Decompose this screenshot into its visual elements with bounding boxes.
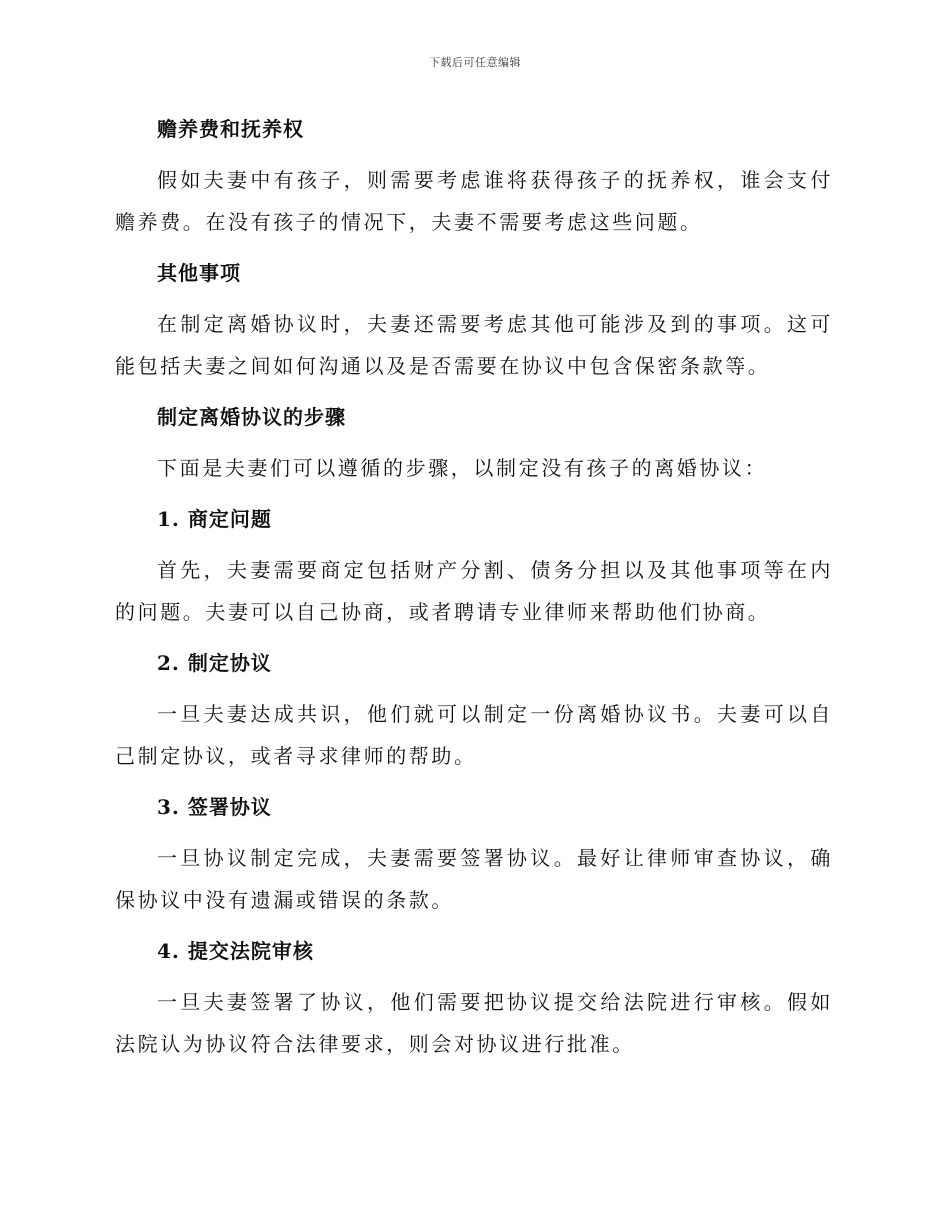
section-paragraph-steps: 下面是夫妻们可以遵循的步骤，以制定没有孩子的离婚协议： bbox=[157, 456, 768, 480]
page-header: 下载后可任意编辑 bbox=[429, 56, 521, 69]
step-heading-1: 1. 商定问题 bbox=[157, 507, 272, 531]
step-paragraph-2: 一旦夫妻达成共识，他们就可以制定一份离婚协议书。夫妻可以自己制定协议，或者寻求律师的帮助。 bbox=[115, 702, 833, 768]
document-body bbox=[115, 108, 833, 1065]
step-paragraph-1: 首先，夫妻需要商定包括财产分割、债务分担以及其他事项等在内的问题。夫妻可以自己协商，或者聘请专业律师来帮助他们协商。 bbox=[115, 558, 833, 624]
section-paragraph-other-matters: 在制定离婚协议时，夫妻还需要考虑其他可能涉及到的事项。这可能包括夫妻之间如何沟通以及是否需要在协议中包含保密条款等。 bbox=[115, 312, 833, 378]
section-heading-steps: 制定离婚协议的步骤 bbox=[157, 405, 346, 429]
step-heading-3: 3. 签署协议 bbox=[157, 795, 272, 819]
section-paragraph-support-custody: 假如夫妻中有孩子，则需要考虑谁将获得孩子的抚养权，谁会支付赡养费。在没有孩子的情况下，夫妻不需要考虑这些问题。 bbox=[115, 168, 833, 234]
step-paragraph-4: 一旦夫妻签署了协议，他们需要把协议提交给法院进行审核。假如法院认为协议符合法律要求，则会对协议进行批准。 bbox=[115, 990, 833, 1056]
step-heading-2: 2. 制定协议 bbox=[157, 651, 272, 675]
section-heading-other-matters: 其他事项 bbox=[157, 261, 241, 285]
section-heading-support-custody: 赡养费和抚养权 bbox=[157, 117, 304, 141]
step-paragraph-3: 一旦协议制定完成，夫妻需要签署协议。最好让律师审查协议，确保协议中没有遗漏或错误的条款。 bbox=[115, 846, 833, 912]
step-heading-4: 4. 提交法院审核 bbox=[157, 939, 314, 963]
